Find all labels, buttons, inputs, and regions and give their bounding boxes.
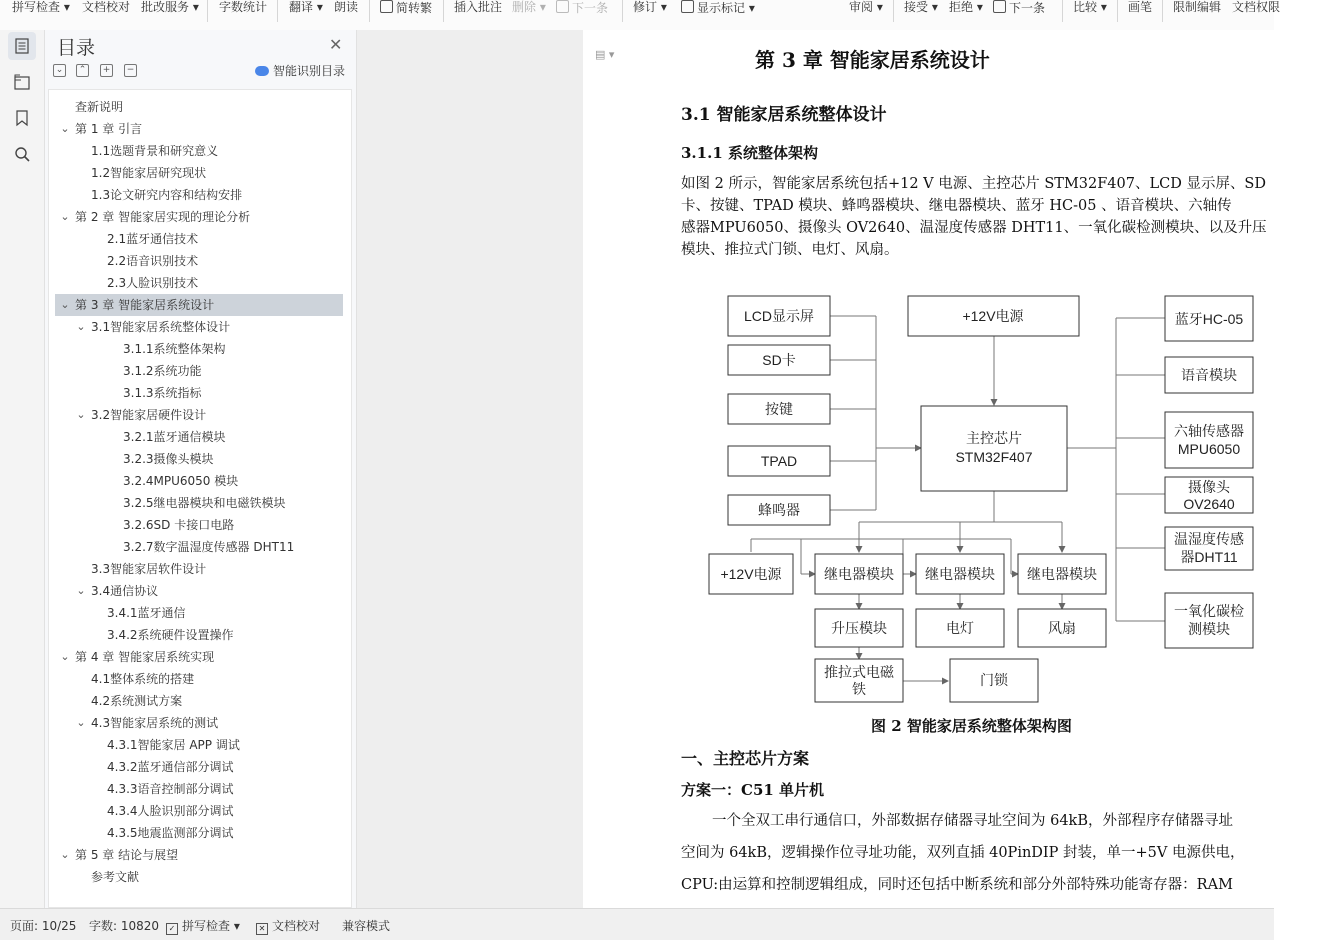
next-change-button[interactable]: 下一条: [993, 0, 1045, 16]
word-count[interactable]: 字数: 10820: [89, 919, 160, 933]
chevron-down-icon[interactable]: ⌄: [60, 122, 70, 135]
toc-item[interactable]: [55, 822, 343, 844]
diagram-co-label: 一氧化碳检: [1174, 603, 1244, 619]
toc-item[interactable]: [55, 448, 343, 470]
toc-item-label: 第 4 章 智能家居系统实现: [75, 650, 215, 664]
toc-item[interactable]: [55, 580, 343, 602]
toc-item-label: 3.4通信协议: [91, 584, 159, 598]
toc-item-label: 2.3人脸识别技术: [107, 276, 199, 290]
diagram-lamp-label: 电灯: [946, 620, 974, 636]
toc-item[interactable]: [55, 778, 343, 800]
expand-up-icon[interactable]: ⌃: [76, 64, 89, 77]
review-pane-button[interactable]: 审阅 ▾: [849, 0, 883, 14]
toolbar-separator: [1062, 0, 1063, 22]
toc-item[interactable]: [55, 800, 343, 822]
toc-item-label: 3.1.2系统功能: [123, 364, 202, 378]
toc-item-label: 4.3.5地震监测部分调试: [107, 826, 234, 840]
heading-option-one: 方案一：C51 单片机: [681, 781, 825, 799]
word-count-button[interactable]: 字数统计: [219, 0, 268, 14]
toc-item-label: 2.1蓝牙通信技术: [107, 232, 199, 246]
toc-item-label: 第 2 章 智能家居实现的理论分析: [75, 210, 251, 224]
diagram-key-label: 按键: [765, 401, 793, 417]
toc-item[interactable]: [55, 140, 343, 162]
doc-proofread-button[interactable]: 文档校对: [82, 0, 131, 14]
diagram-camera-model-label: OV2640: [1183, 496, 1235, 512]
paragraph-line: 卡、按键、TPAD 模块、蜂鸣器模块、继电器模块、蓝牙 HC-05 、语音模块、六轴传: [681, 198, 1232, 214]
toc-item-label: 1.2智能家居研究现状: [91, 166, 207, 180]
toc-item-label: 3.2.1蓝牙通信模块: [123, 430, 226, 444]
translate-button[interactable]: 翻译 ▾: [289, 0, 323, 14]
diagram-camera-label: 摄像头: [1188, 479, 1230, 495]
paragraph-line: 模块、推拉式门锁、电灯、风扇。: [681, 242, 899, 258]
toc-item[interactable]: [55, 514, 343, 536]
paragraph-line: 如图 2 所示，智能家居系统包括+12 V 电源、主控芯片 STM32F407、LCD 显示屏、SD: [681, 176, 1266, 192]
toc-item[interactable]: [55, 492, 343, 514]
chevron-down-icon[interactable]: ⌄: [60, 210, 70, 223]
toc-item[interactable]: [55, 272, 343, 294]
proofread-icon: ✕: [256, 923, 268, 935]
page-indicator[interactable]: 页面: 10/25: [10, 919, 77, 933]
toolbar-separator: [1162, 0, 1163, 22]
toc-item-label: 3.2.6SD 卡接口电路: [123, 518, 235, 532]
review-toolbar: [0, 0, 1281, 31]
diagram-lcd-label: LCD显示屏: [743, 308, 815, 324]
next-comment-button[interactable]: 下一条: [556, 0, 608, 16]
toc-item-label: 4.3.2蓝牙通信部分调试: [107, 760, 234, 774]
document-page: [583, 30, 1274, 908]
spell-check-button[interactable]: 拼写检查 ▾: [12, 0, 70, 14]
show-markup-button[interactable]: 显示标记 ▾: [681, 0, 755, 16]
diagram-boost-label: 升压模块: [831, 620, 887, 636]
toc-item-label: 参考文献: [91, 870, 140, 884]
delete-comment-button[interactable]: 删除 ▾: [512, 0, 546, 14]
bookmark-icon[interactable]: [8, 104, 36, 132]
smart-recognize-toc-button[interactable]: 智能识别目录: [255, 62, 345, 79]
toolbar-separator: [893, 0, 894, 22]
toc-panel-icon[interactable]: [8, 32, 36, 60]
doc-outline-icon[interactable]: ▤ ▾: [595, 48, 615, 61]
diagram-buzzer-label: 蜂鸣器: [758, 502, 800, 518]
toc-list: [48, 89, 352, 908]
toc-item[interactable]: [55, 602, 343, 624]
toc-item[interactable]: [55, 228, 343, 250]
chevron-down-icon[interactable]: ⌄: [60, 298, 70, 311]
toc-item-label: 2.2语音识别技术: [107, 254, 199, 268]
toc-item[interactable]: [55, 646, 343, 668]
toc-item[interactable]: [55, 668, 343, 690]
diagram-bt-label: 蓝牙HC-05: [1174, 311, 1244, 327]
diagram-mcu-model-label: STM32F407: [955, 449, 1033, 465]
next-icon: [993, 0, 1006, 13]
diagram-dht-label: 温湿度传感: [1174, 531, 1244, 547]
toc-item[interactable]: [55, 734, 343, 756]
toc-item-label: 3.2智能家居硬件设计: [91, 408, 207, 422]
markup-icon: [681, 0, 694, 13]
compat-mode: 兼容模式: [342, 919, 391, 933]
chevron-down-icon[interactable]: ⌄: [76, 408, 86, 421]
toc-item-label: 3.2.4MPU6050 模块: [123, 474, 239, 488]
toc-item-label: 4.3.4人脸识别部分调试: [107, 804, 234, 818]
paragraph-line: 一个全双工串行通信口，外部数据存储器寻址空间为 64kB，外部程序存储器寻址: [712, 813, 1233, 829]
next-icon: [556, 0, 569, 13]
figure-caption: 图 2 智能家居系统整体架构图: [871, 717, 1072, 735]
paragraph-line: 空间为 64kB，逻辑操作位寻址功能，双列直插 40PinDIP 封装，单一+5V 电源供电，: [681, 845, 1245, 861]
chevron-down-icon[interactable]: ⌄: [60, 650, 70, 663]
diagram-power-left-label: +12V电源: [720, 566, 782, 582]
chevron-down-icon[interactable]: ⌄: [60, 848, 70, 861]
chevron-down-icon[interactable]: ⌄: [76, 320, 86, 333]
toc-item[interactable]: [55, 558, 343, 580]
toc-item-label: 4.1整体系统的搭建: [91, 672, 195, 686]
toc-item[interactable]: [55, 404, 343, 426]
toc-item[interactable]: [55, 426, 343, 448]
toc-item[interactable]: [55, 844, 343, 866]
toc-item-label: 4.2系统测试方案: [91, 694, 183, 708]
diagram-co-model-label: 测模块: [1188, 621, 1230, 637]
diagram-push-label: 推拉式电磁: [824, 664, 894, 680]
diagram-six-axis-model-label: MPU6050: [1177, 441, 1241, 457]
diagram-voice-label: 语音模块: [1181, 367, 1237, 383]
diagram-relay-3-label: 继电器模块: [1027, 566, 1097, 582]
toc-item[interactable]: [55, 118, 343, 140]
toc-item[interactable]: [55, 712, 343, 734]
correction-service-button[interactable]: 批改服务 ▾: [141, 0, 199, 14]
diagram-relay-2-label: 继电器模块: [925, 566, 995, 582]
toc-item-label: 3.2.5继电器模块和电磁铁模块: [123, 496, 286, 510]
pen-button[interactable]: 画笔: [1128, 0, 1153, 14]
toc-item-label: 3.4.1蓝牙通信: [107, 606, 186, 620]
compare-button[interactable]: 比较 ▾: [1073, 0, 1107, 14]
toc-item-label: 第 5 章 结论与展望: [75, 848, 179, 862]
reject-button[interactable]: 拒绝 ▾: [949, 0, 983, 14]
heading-main-chip: 一、主控芯片方案: [681, 749, 810, 768]
toc-panel: [45, 30, 357, 908]
ai-icon: [255, 66, 269, 76]
chevron-down-icon[interactable]: ⌄: [76, 716, 86, 729]
toc-item[interactable]: [55, 536, 343, 558]
close-icon[interactable]: ✕: [329, 35, 343, 54]
section-title: 3.1 智能家居系统整体设计: [681, 105, 887, 125]
toc-item[interactable]: [55, 96, 343, 118]
toc-item[interactable]: [55, 866, 343, 888]
chapter-nav-icon[interactable]: [8, 68, 36, 96]
diagram-lock-label: 门锁: [980, 672, 1008, 688]
toc-item[interactable]: [55, 294, 343, 316]
subsection-title: 3.1.1 系统整体架构: [681, 144, 818, 162]
toc-item-label: 1.1选题背景和研究意义: [91, 144, 219, 158]
toc-item[interactable]: [55, 756, 343, 778]
status-doc-proofread[interactable]: ✕ 文档校对: [256, 917, 320, 935]
toc-item-label: 1.3论文研究内容和结构安排: [91, 188, 243, 202]
toc-item-label: 查新说明: [75, 100, 124, 114]
toolbar-separator: [622, 0, 623, 22]
toolbar-separator: [443, 0, 444, 22]
diagram-relay-1-label: 继电器模块: [824, 566, 894, 582]
toolbar-separator: [369, 0, 370, 22]
toc-item[interactable]: [55, 690, 343, 712]
toolbar-separator: [277, 0, 278, 22]
architecture-diagram: [703, 288, 1274, 708]
chevron-down-icon[interactable]: ⌄: [76, 584, 86, 597]
search-icon[interactable]: [8, 140, 36, 168]
diagram-tpad-label: TPAD: [760, 453, 798, 469]
toc-item[interactable]: [55, 316, 343, 338]
toc-item-label: 第 3 章 智能家居系统设计: [75, 298, 215, 312]
toc-item-label: 4.3.3语音控制部分调试: [107, 782, 234, 796]
diagram-fan-label: 风扇: [1048, 620, 1076, 636]
toc-item-label: 3.3智能家居软件设计: [91, 562, 207, 576]
paragraph-line: CPU:由运算和控制逻辑组成，同时还包括中断系统和部分外部特殊功能寄存器：RAM: [681, 877, 1233, 893]
diagram-six-axis-label: 六轴传感器: [1174, 423, 1244, 439]
paragraph-line: 感器MPU6050、摄像头 OV2640、温湿度传感器 DHT11、一氧化碳检测模块、以及升压: [681, 220, 1267, 236]
toc-item-label: 4.3智能家居系统的测试: [91, 716, 219, 730]
toc-item[interactable]: [55, 184, 343, 206]
check-icon: ✓: [166, 923, 178, 935]
toc-item-label: 3.1.3系统指标: [123, 386, 202, 400]
toc-item-label: 第 1 章 引言: [75, 122, 143, 136]
insert-comment-button[interactable]: 插入批注: [454, 0, 503, 14]
nav-icon-bar: [0, 30, 45, 908]
toc-item[interactable]: [55, 360, 343, 382]
diagram-push-suffix-label: 铁: [852, 681, 866, 697]
add-heading-icon[interactable]: +: [100, 64, 113, 77]
toc-item[interactable]: [55, 206, 343, 228]
toolbar-separator: [1117, 0, 1118, 22]
convert-icon: [380, 0, 393, 13]
diagram-sd-label: SD卡: [762, 352, 796, 368]
track-changes-button[interactable]: 修订 ▾: [633, 0, 667, 14]
status-spell-check[interactable]: ✓ 拼写检查 ▾: [166, 917, 240, 935]
toolbar-separator: [207, 0, 208, 22]
doc-permission-button[interactable]: 文档权限: [1232, 0, 1281, 14]
toc-item[interactable]: [55, 162, 343, 184]
remove-heading-icon[interactable]: −: [124, 64, 137, 77]
toc-item-label: 3.1智能家居系统整体设计: [91, 320, 231, 334]
chapter-title: 第 3 章 智能家居系统设计: [755, 48, 990, 72]
diagram-dht-model-label: 器DHT11: [1180, 549, 1238, 565]
toc-item[interactable]: [55, 470, 343, 492]
read-aloud-button[interactable]: 朗读: [334, 0, 359, 14]
restrict-editing-button[interactable]: 限制编辑: [1173, 0, 1222, 14]
diagram-mcu-label: 主控芯片: [966, 430, 1022, 446]
toc-title: 目录: [57, 37, 96, 59]
toc-item-label: 3.2.7数字温湿度传感器 DHT11: [123, 540, 295, 554]
toc-item[interactable]: [55, 382, 343, 404]
toc-item[interactable]: [55, 338, 343, 360]
accept-button[interactable]: 接受 ▾: [904, 0, 938, 14]
status-bar: [0, 908, 1274, 940]
simplified-to-traditional-button[interactable]: 简转繁: [380, 0, 432, 16]
collapse-all-icon[interactable]: ⌄: [53, 64, 66, 77]
toc-item-label: 3.1.1系统整体架构: [123, 342, 226, 356]
toc-item[interactable]: [55, 250, 343, 272]
toc-item-label: 4.3.1智能家居 APP 调试: [107, 738, 240, 752]
diagram-power-top-label: +12V电源: [962, 308, 1024, 324]
toc-item-label: 3.4.2系统硬件设置操作: [107, 628, 234, 642]
page-gutter: [357, 30, 583, 908]
toc-item-label: 3.2.3摄像头模块: [123, 452, 214, 466]
toc-item[interactable]: [55, 624, 343, 646]
